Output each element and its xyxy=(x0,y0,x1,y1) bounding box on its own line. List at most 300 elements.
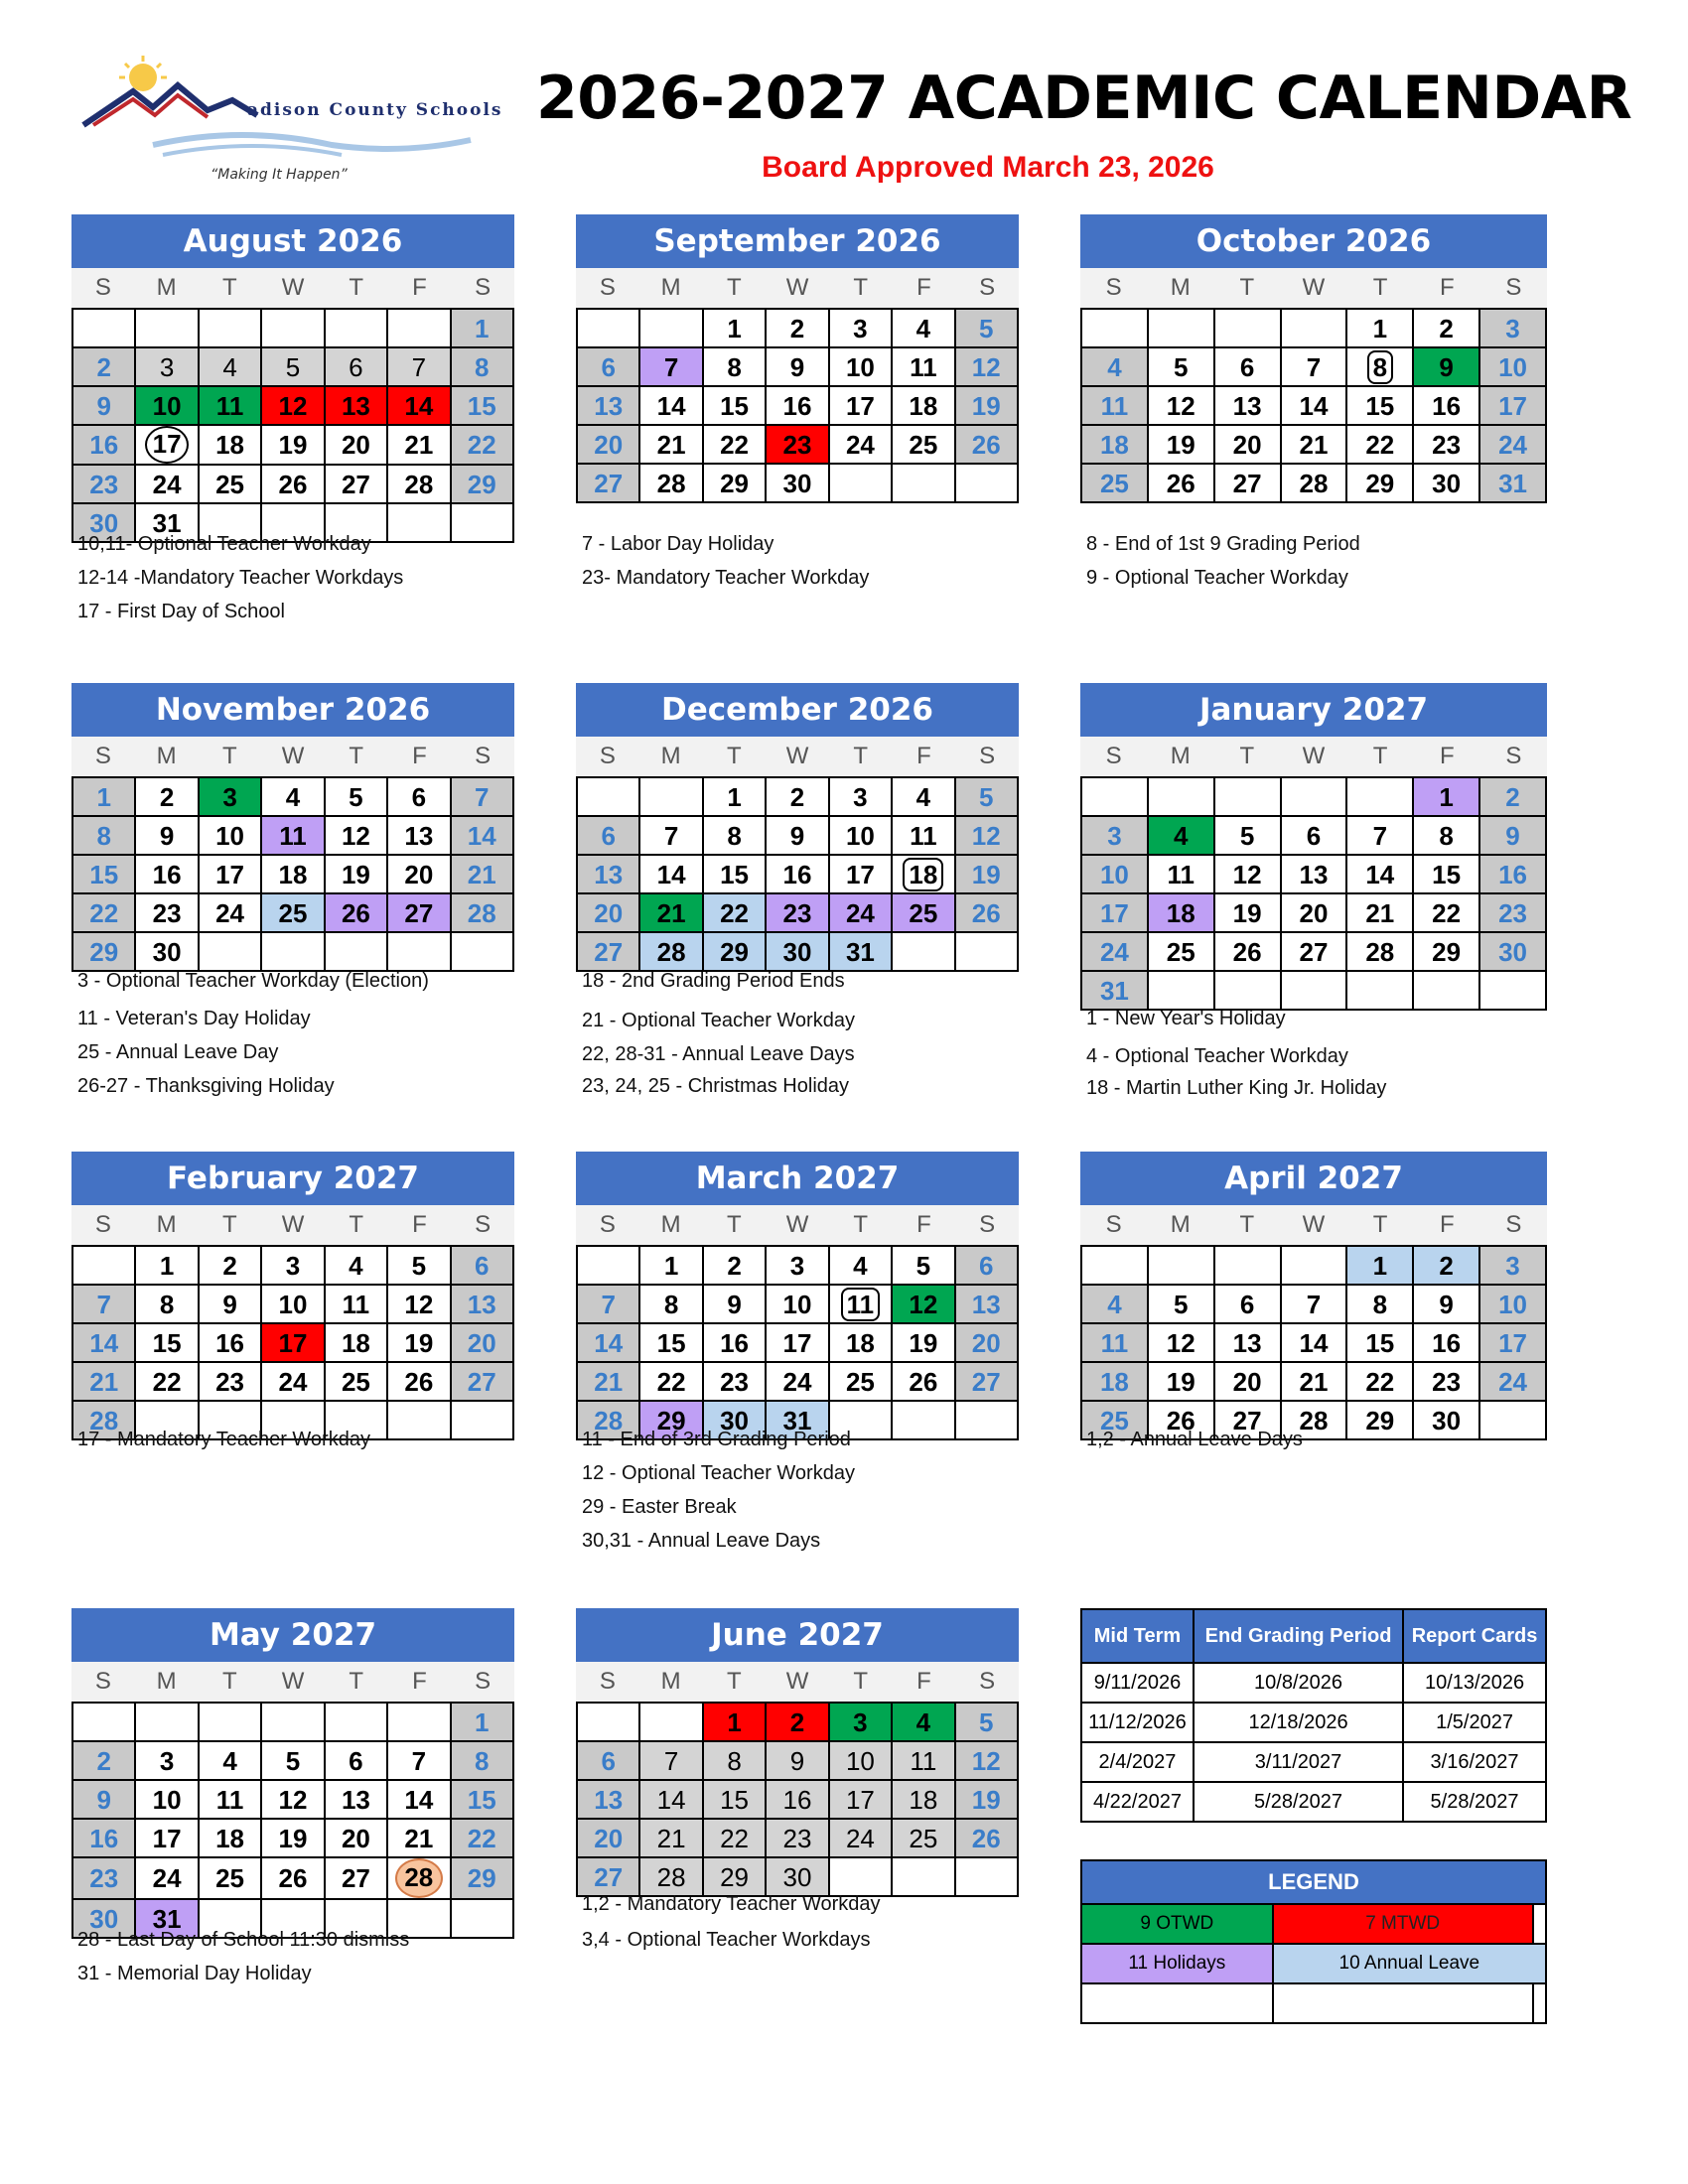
day-number: 9 xyxy=(96,1784,111,1815)
day-number: 31 xyxy=(782,1405,812,1435)
month-note: 23- Mandatory Teacher Workday xyxy=(582,567,870,589)
weekday-header xyxy=(71,268,514,308)
week-row xyxy=(577,855,1018,893)
week-row xyxy=(1081,386,1546,425)
weekday-label: T xyxy=(726,1211,742,1238)
legend-holidays: 11 Holidays xyxy=(1081,1944,1273,1983)
day-cell xyxy=(703,1703,766,1741)
grading-cell: 11/12/2026 xyxy=(1081,1703,1194,1742)
day-number: 8 xyxy=(727,1745,742,1776)
day-cell xyxy=(766,347,828,386)
empty-day-cell xyxy=(1346,971,1413,1010)
day-number: 27 xyxy=(1232,1405,1262,1435)
legend-empty-cell xyxy=(1533,1904,1546,1944)
day-number: 3 xyxy=(222,781,237,812)
day-number: 10 xyxy=(845,1745,875,1776)
day-cell xyxy=(1413,1285,1479,1323)
day-number: 9 xyxy=(159,820,175,851)
empty-day-cell xyxy=(72,309,135,347)
week-row xyxy=(1081,1323,1546,1362)
day-number: 31 xyxy=(845,936,875,967)
day-number: 1 xyxy=(1372,1250,1388,1281)
day-number: 22 xyxy=(152,1366,182,1397)
day-number: 30 xyxy=(89,1903,119,1934)
empty-day-cell xyxy=(199,1703,261,1741)
weekday-label: F xyxy=(916,274,931,301)
day-cell xyxy=(1081,816,1148,855)
day-cell xyxy=(703,1780,766,1819)
day-cell xyxy=(577,1285,639,1323)
empty-day-cell xyxy=(577,309,639,347)
day-cell xyxy=(135,1780,198,1819)
day-number: 22 xyxy=(720,897,750,928)
day-cell xyxy=(1346,347,1413,386)
day-grid xyxy=(576,776,1019,972)
day-cell xyxy=(829,1819,892,1857)
week-row xyxy=(72,855,513,893)
day-number: 19 xyxy=(278,1823,308,1853)
day-cell xyxy=(766,386,828,425)
day-number: 23 xyxy=(782,1823,812,1853)
day-number: 19 xyxy=(278,430,308,460)
day-cell xyxy=(1479,464,1546,502)
month-calendar xyxy=(71,1608,514,1939)
day-number: 8 xyxy=(727,351,742,382)
empty-day-cell xyxy=(199,309,261,347)
month-note: 9 - Optional Teacher Workday xyxy=(1086,567,1348,589)
day-cell xyxy=(829,816,892,855)
day-number: 12 xyxy=(1166,390,1196,421)
weekday-header xyxy=(71,1662,514,1702)
day-number: 25 xyxy=(1099,1405,1129,1435)
day-number: 8 xyxy=(1372,1289,1388,1319)
legend-annual-leave: 10 Annual Leave xyxy=(1273,1944,1546,1983)
day-cell xyxy=(1346,309,1413,347)
day-cell xyxy=(135,1362,198,1401)
day-cell xyxy=(135,1246,198,1285)
day-cell xyxy=(261,1323,324,1362)
month-calendar xyxy=(576,1608,1019,1897)
day-cell xyxy=(72,1780,135,1819)
week-row xyxy=(1081,425,1546,464)
day-cell xyxy=(135,1285,198,1323)
day-number: 23 xyxy=(89,1863,119,1893)
weekday-label: M xyxy=(1170,1211,1191,1238)
day-cell xyxy=(135,855,198,893)
day-cell xyxy=(261,1857,324,1899)
day-cell xyxy=(1413,464,1479,502)
day-cell xyxy=(1081,386,1148,425)
day-number: 28 xyxy=(656,936,686,967)
day-number: 7 xyxy=(1306,351,1322,382)
day-number: 24 xyxy=(1498,1366,1527,1397)
day-cell xyxy=(1413,1362,1479,1401)
empty-day-cell xyxy=(639,309,702,347)
grading-cell: 2/4/2027 xyxy=(1081,1742,1194,1782)
day-cell xyxy=(261,893,324,932)
day-number: 3 xyxy=(1107,820,1122,851)
day-cell xyxy=(261,855,324,893)
day-grid xyxy=(576,1702,1019,1897)
week-row xyxy=(577,347,1018,386)
empty-day-cell xyxy=(1081,309,1148,347)
day-number: 23 xyxy=(782,429,812,460)
weekday-label: F xyxy=(916,1668,931,1695)
day-number: 30 xyxy=(89,507,119,538)
day-cell xyxy=(199,1741,261,1780)
day-cell xyxy=(703,777,766,816)
day-number: 21 xyxy=(1299,429,1329,460)
day-number: 10 xyxy=(152,1784,182,1815)
day-number: 9 xyxy=(222,1289,237,1319)
day-cell xyxy=(1346,464,1413,502)
day-number: 26 xyxy=(909,1366,938,1397)
day-number: 11 xyxy=(1167,859,1196,889)
weekday-header xyxy=(71,737,514,776)
day-number: 8 xyxy=(1367,350,1393,384)
month-title: August 2026 xyxy=(71,214,514,268)
day-number: 6 xyxy=(349,351,363,382)
weekday-header xyxy=(576,1662,1019,1702)
legend-empty-cell xyxy=(1273,1983,1533,2023)
day-number: 17 xyxy=(1099,897,1129,928)
day-number: 2 xyxy=(1439,1250,1454,1281)
grading-cell: 3/11/2027 xyxy=(1194,1742,1403,1782)
weekday-label: T xyxy=(1372,743,1388,769)
day-cell xyxy=(703,816,766,855)
school-logo xyxy=(73,56,530,190)
empty-day-cell xyxy=(451,932,513,971)
day-grid xyxy=(1080,1245,1547,1440)
weekday-label: T xyxy=(349,274,364,301)
day-cell xyxy=(135,465,198,503)
day-number: 5 xyxy=(411,1250,427,1281)
empty-day-cell xyxy=(451,1401,513,1439)
day-number: 23 xyxy=(152,897,182,928)
month-note: 17 - First Day of School xyxy=(77,601,285,622)
day-grid xyxy=(576,1245,1019,1440)
day-cell xyxy=(199,855,261,893)
day-number: 4 xyxy=(1174,820,1189,851)
day-number: 17 xyxy=(845,859,875,889)
day-cell xyxy=(1413,386,1479,425)
day-number: 6 xyxy=(979,1250,994,1281)
day-cell xyxy=(639,425,702,464)
day-cell xyxy=(261,347,324,386)
day-number: 25 xyxy=(215,469,245,499)
day-number: 27 xyxy=(971,1366,1001,1397)
day-cell xyxy=(72,816,135,855)
weekday-label: T xyxy=(349,743,364,769)
week-row xyxy=(577,1819,1018,1857)
day-cell xyxy=(1214,425,1281,464)
day-number: 22 xyxy=(1432,897,1462,928)
day-number: 13 xyxy=(341,390,370,421)
day-cell xyxy=(577,1819,639,1857)
legend-table xyxy=(1080,1859,1547,2024)
day-number: 26 xyxy=(1166,1405,1196,1435)
day-cell xyxy=(199,1857,261,1899)
week-row xyxy=(1081,893,1546,932)
day-number: 25 xyxy=(215,1863,245,1893)
day-cell xyxy=(955,855,1018,893)
weekday-label: S xyxy=(1105,274,1122,301)
day-cell xyxy=(766,425,828,464)
day-cell xyxy=(451,1323,513,1362)
week-row xyxy=(72,1703,513,1741)
day-cell xyxy=(1214,893,1281,932)
empty-day-cell xyxy=(387,1703,450,1741)
day-number: 14 xyxy=(404,390,434,421)
week-row xyxy=(72,1780,513,1819)
day-number: 14 xyxy=(1365,859,1395,889)
day-number: 8 xyxy=(475,351,490,382)
week-row xyxy=(577,777,1018,816)
day-cell xyxy=(1281,1362,1347,1401)
day-cell xyxy=(387,1741,450,1780)
day-number: 5 xyxy=(1174,351,1189,382)
day-cell xyxy=(1346,1401,1413,1439)
month-note: 21 - Optional Teacher Workday xyxy=(582,1010,855,1031)
day-number: 29 xyxy=(1365,468,1395,498)
day-number: 8 xyxy=(1439,820,1454,851)
day-cell xyxy=(387,855,450,893)
weekday-label: S xyxy=(599,274,616,301)
day-cell xyxy=(387,465,450,503)
weekday-label: W xyxy=(1302,274,1326,301)
day-cell xyxy=(199,1323,261,1362)
day-cell xyxy=(135,347,198,386)
day-cell xyxy=(325,893,387,932)
day-cell xyxy=(135,1857,198,1899)
week-row xyxy=(1081,777,1546,816)
week-row xyxy=(72,777,513,816)
day-cell xyxy=(639,893,702,932)
empty-day-cell xyxy=(1214,1246,1281,1285)
day-number: 6 xyxy=(1306,820,1322,851)
day-number: 24 xyxy=(1099,936,1129,967)
day-cell xyxy=(892,309,954,347)
day-number: 11 xyxy=(1100,390,1129,421)
day-number: 5 xyxy=(285,351,301,382)
day-cell xyxy=(1346,1246,1413,1285)
day-number: 30 xyxy=(1432,1405,1462,1435)
day-number: 15 xyxy=(467,390,496,421)
day-number: 7 xyxy=(1372,820,1388,851)
day-cell xyxy=(261,816,324,855)
day-cell xyxy=(325,1857,387,1899)
grading-cell: 9/11/2026 xyxy=(1081,1663,1194,1703)
day-cell xyxy=(1413,816,1479,855)
day-number: 26 xyxy=(1166,468,1196,498)
month-calendar xyxy=(1080,683,1547,1011)
day-number: 12 xyxy=(341,820,370,851)
day-number: 9 xyxy=(789,820,805,851)
day-cell xyxy=(1479,893,1546,932)
day-cell xyxy=(72,1362,135,1401)
empty-day-cell xyxy=(325,309,387,347)
weekday-label: S xyxy=(599,1211,616,1238)
day-cell xyxy=(955,1362,1018,1401)
day-cell xyxy=(199,1246,261,1285)
empty-day-cell xyxy=(892,464,954,502)
day-cell xyxy=(955,1703,1018,1741)
day-cell xyxy=(1148,893,1214,932)
weekday-label: T xyxy=(726,743,742,769)
day-cell xyxy=(261,465,324,503)
day-number: 1 xyxy=(1439,781,1454,812)
day-number: 7 xyxy=(96,1289,111,1319)
weekday-label: M xyxy=(156,1668,177,1695)
day-cell xyxy=(1479,1362,1546,1401)
month-calendar xyxy=(1080,214,1547,503)
day-number: 14 xyxy=(467,820,496,851)
day-number: 22 xyxy=(467,1823,496,1853)
day-cell xyxy=(892,777,954,816)
day-number: 22 xyxy=(656,1366,686,1397)
week-row xyxy=(577,1285,1018,1323)
day-cell xyxy=(1281,386,1347,425)
day-cell xyxy=(1081,347,1148,386)
day-cell xyxy=(1148,464,1214,502)
day-number: 25 xyxy=(909,897,938,928)
day-cell xyxy=(199,816,261,855)
day-number: 29 xyxy=(467,1863,496,1893)
weekday-label: S xyxy=(1105,743,1122,769)
day-cell xyxy=(199,1780,261,1819)
day-number: 7 xyxy=(475,781,490,812)
day-number: 1 xyxy=(727,781,742,812)
day-number: 8 xyxy=(475,1745,490,1776)
day-number: 4 xyxy=(222,1745,237,1776)
day-cell xyxy=(72,1819,135,1857)
day-number: 11 xyxy=(910,820,937,851)
day-number: 23 xyxy=(1498,897,1527,928)
day-cell xyxy=(451,425,513,465)
month-note: 26-27 - Thanksgiving Holiday xyxy=(77,1075,335,1097)
weekday-header xyxy=(1080,737,1547,776)
empty-day-cell xyxy=(1281,309,1347,347)
day-number: 23 xyxy=(1432,429,1462,460)
grading-header-report-cards: Report Cards xyxy=(1403,1609,1546,1663)
day-number: 8 xyxy=(663,1289,679,1319)
day-cell xyxy=(451,1819,513,1857)
day-cell xyxy=(387,893,450,932)
day-number: 11 xyxy=(841,1288,881,1321)
day-cell xyxy=(261,1285,324,1323)
week-row xyxy=(1081,347,1546,386)
empty-day-cell xyxy=(639,777,702,816)
day-number: 22 xyxy=(89,897,119,928)
day-cell xyxy=(1346,932,1413,971)
day-cell xyxy=(1346,855,1413,893)
empty-day-cell xyxy=(1081,1246,1148,1285)
day-cell xyxy=(451,1362,513,1401)
day-number: 20 xyxy=(404,859,434,889)
weekday-label: W xyxy=(785,1668,809,1695)
day-cell xyxy=(387,1362,450,1401)
weekday-label: W xyxy=(281,743,305,769)
weekday-label: T xyxy=(349,1668,364,1695)
day-cell xyxy=(199,1285,261,1323)
day-number: 14 xyxy=(594,1327,624,1358)
day-cell xyxy=(325,1741,387,1780)
day-number: 25 xyxy=(1166,936,1196,967)
day-number: 23 xyxy=(215,1366,245,1397)
day-cell xyxy=(451,1780,513,1819)
day-number: 15 xyxy=(1365,390,1395,421)
day-cell xyxy=(1214,1362,1281,1401)
day-cell xyxy=(199,425,261,465)
day-number: 24 xyxy=(845,429,875,460)
empty-day-cell xyxy=(261,1703,324,1741)
day-cell xyxy=(1081,1285,1148,1323)
weekday-label: S xyxy=(475,274,492,301)
empty-day-cell xyxy=(955,464,1018,502)
day-number: 29 xyxy=(467,469,496,499)
weekday-label: S xyxy=(94,1668,111,1695)
day-cell xyxy=(955,1819,1018,1857)
day-number: 19 xyxy=(1232,897,1262,928)
day-number: 14 xyxy=(404,1784,434,1815)
day-cell xyxy=(829,309,892,347)
day-number: 19 xyxy=(341,859,370,889)
day-cell xyxy=(72,893,135,932)
day-cell xyxy=(1479,1323,1546,1362)
day-number: 20 xyxy=(341,1823,370,1853)
day-cell xyxy=(1081,855,1148,893)
month-title: June 2027 xyxy=(576,1608,1019,1662)
day-cell xyxy=(1281,1285,1347,1323)
day-number: 29 xyxy=(89,936,119,967)
week-row xyxy=(1081,932,1546,971)
day-number: 14 xyxy=(1299,390,1329,421)
weekday-label: S xyxy=(599,1668,616,1695)
day-cell xyxy=(1081,1362,1148,1401)
day-number: 17 xyxy=(152,1823,182,1853)
weekday-label: T xyxy=(221,1668,237,1695)
week-row xyxy=(577,893,1018,932)
day-grid xyxy=(71,1702,514,1939)
day-number: 21 xyxy=(404,1823,434,1853)
empty-day-cell xyxy=(639,1703,702,1741)
day-number: 25 xyxy=(1099,468,1129,498)
day-number: 26 xyxy=(278,1863,308,1893)
day-cell xyxy=(829,855,892,893)
grading-cell: 1/5/2027 xyxy=(1403,1703,1546,1742)
day-number: 30 xyxy=(1498,936,1527,967)
day-cell xyxy=(955,347,1018,386)
day-number: 3 xyxy=(853,1706,868,1737)
day-cell xyxy=(1148,1285,1214,1323)
day-number: 14 xyxy=(656,1784,686,1815)
day-number: 19 xyxy=(909,1327,938,1358)
day-number: 13 xyxy=(594,390,624,421)
empty-day-cell xyxy=(387,1401,450,1439)
day-cell xyxy=(829,425,892,464)
day-cell xyxy=(1281,932,1347,971)
day-number: 21 xyxy=(656,897,686,928)
day-number: 7 xyxy=(601,1289,616,1319)
day-cell xyxy=(325,1285,387,1323)
day-cell xyxy=(387,1323,450,1362)
day-cell xyxy=(703,1362,766,1401)
day-cell xyxy=(135,425,198,465)
day-cell xyxy=(1214,464,1281,502)
empty-day-cell xyxy=(955,1857,1018,1896)
day-number: 19 xyxy=(1166,429,1196,460)
weekday-label: T xyxy=(726,1668,742,1695)
